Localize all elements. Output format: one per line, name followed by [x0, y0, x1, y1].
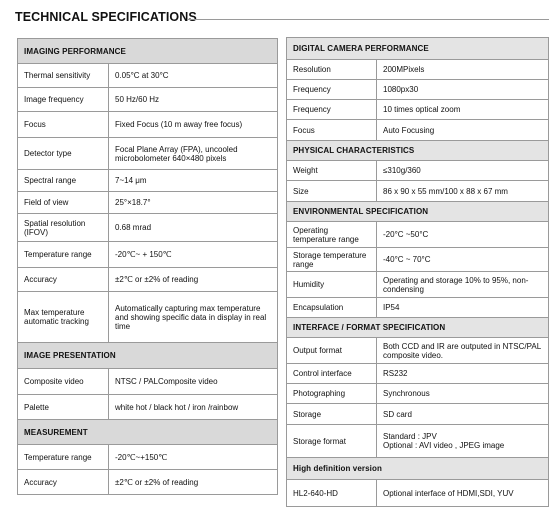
spec-label: HL2-640-HD [287, 480, 377, 507]
section-header-camera [287, 38, 549, 60]
spec-label: Humidity [287, 272, 377, 298]
table-row [18, 369, 278, 395]
section-header-measurement [18, 420, 278, 445]
spec-value: 0.68 mrad [109, 214, 278, 242]
spec-label: Palette [18, 395, 109, 420]
spec-value: IP54 [377, 298, 549, 318]
table-row [18, 445, 278, 470]
spec-value: Both CCD and IR are outputed in NTSC/PAL composite video. [377, 338, 549, 364]
table-row [287, 425, 549, 458]
spec-label: Field of view [18, 192, 109, 214]
spec-value: Operating and storage 10% to 95%, non-condensing [377, 272, 549, 298]
section-title: ENVIRONMENTAL SPECIFICATION [287, 202, 549, 222]
table-row [287, 364, 549, 384]
table-row [287, 100, 549, 120]
spec-value: RS232 [377, 364, 549, 384]
spec-value-line: Optional : AVI video , JPEG image [383, 441, 505, 450]
spec-label: Detector type [18, 138, 109, 170]
table-row [18, 395, 278, 420]
spec-label: Storage temperature range [287, 248, 377, 272]
spec-value: 10 times optical zoom [377, 100, 549, 120]
table-row [18, 88, 278, 112]
table-row [287, 298, 549, 318]
table-row [287, 222, 549, 248]
table-row [287, 480, 549, 507]
section-header-interface [287, 318, 549, 338]
spec-value: ±2℃ or ±2% of reading [109, 470, 278, 495]
spec-value: 25°×18.7° [109, 192, 278, 214]
spec-value: -20℃~+150℃ [109, 445, 278, 470]
spec-label: Size [287, 181, 377, 202]
spec-label: Photographing [287, 384, 377, 404]
spec-value: Automatically capturing max temperature and showing specific data in display in real time [109, 292, 278, 343]
spec-value: Fixed Focus (10 m away free focus) [109, 112, 278, 138]
spec-value: Synchronous [377, 384, 549, 404]
table-row [287, 181, 549, 202]
spec-label: Storage [287, 404, 377, 425]
spec-label: Accuracy [18, 470, 109, 495]
spec-label: Max temperature automatic tracking [18, 292, 109, 343]
section-title: DIGITAL CAMERA PERFORMANCE [287, 38, 549, 60]
spec-label: Spectral range [18, 170, 109, 192]
section-title: INTERFACE / FORMAT SPECIFICATION [287, 318, 549, 338]
spec-label: Composite video [18, 369, 109, 395]
section-title: IMAGING PERFORMANCE [18, 39, 278, 64]
table-row [18, 470, 278, 495]
spec-label: Focus [18, 112, 109, 138]
left-spec-table [17, 38, 278, 495]
spec-value: white hot / black hot / iron /rainbow [109, 395, 278, 420]
spec-value: -20℃~ + 150℃ [109, 242, 278, 268]
spec-label: Frequency [287, 80, 377, 100]
table-row [18, 112, 278, 138]
spec-label: Frequency [287, 100, 377, 120]
section-header-presentation [18, 343, 278, 369]
spec-value: 86 x 90 x 55 mm/100 x 88 x 67 mm [377, 181, 549, 202]
section-header-hd [287, 458, 549, 480]
table-row [287, 272, 549, 298]
table-row [18, 242, 278, 268]
spec-label: Resolution [287, 60, 377, 80]
spec-value-line: Standard : JPV [383, 432, 437, 441]
spec-value: Optional interface of HDMI,SDI, YUV [377, 480, 549, 507]
table-row [287, 384, 549, 404]
spec-label: Encapsulation [287, 298, 377, 318]
section-title: IMAGE PRESENTATION [18, 343, 278, 369]
spec-value: SD card [377, 404, 549, 425]
table-row [287, 338, 549, 364]
table-row [287, 404, 549, 425]
spec-label: Weight [287, 161, 377, 181]
spec-label: Spatial resolution (IFOV) [18, 214, 109, 242]
table-row [287, 161, 549, 181]
spec-label: Thermal sensitivity [18, 64, 109, 88]
spec-label: Control interface [287, 364, 377, 384]
table-row [287, 80, 549, 100]
table-row [18, 64, 278, 88]
section-title: MEASUREMENT [18, 420, 278, 445]
section-header-physical [287, 141, 549, 161]
spec-label: Output format [287, 338, 377, 364]
spec-label: Image frequency [18, 88, 109, 112]
spec-value: 7~14 μm [109, 170, 278, 192]
spec-value: 1080px30 [377, 80, 549, 100]
table-row [18, 170, 278, 192]
spec-value: 200MPixels [377, 60, 549, 80]
spec-value [377, 425, 549, 458]
spec-value: 0.05°C at 30°C [109, 64, 278, 88]
spec-label: Focus [287, 120, 377, 141]
spec-label: Temperature range [18, 445, 109, 470]
table-row [18, 268, 278, 292]
spec-value: Focal Plane Array (FPA), uncooled microbolometer 640×480 pixels [109, 138, 278, 170]
table-row [18, 214, 278, 242]
title-divider [188, 19, 549, 20]
spec-value: ±2℃ or ±2% of reading [109, 268, 278, 292]
spec-value: ≤310g/360 [377, 161, 549, 181]
page-title: TECHNICAL SPECIFICATIONS [15, 10, 197, 24]
table-row [18, 192, 278, 214]
spec-value: -20°C ~50°C [377, 222, 549, 248]
spec-value: NTSC / PALComposite video [109, 369, 278, 395]
table-row [287, 120, 549, 141]
spec-label: Accuracy [18, 268, 109, 292]
section-title: PHYSICAL CHARACTERISTICS [287, 141, 549, 161]
table-row [18, 292, 278, 343]
spec-label: Storage format [287, 425, 377, 458]
spec-value: -40°C ~ 70°C [377, 248, 549, 272]
spec-value: Auto Focusing [377, 120, 549, 141]
spec-label: Operating temperature range [287, 222, 377, 248]
table-row [18, 138, 278, 170]
section-header-imaging [18, 39, 278, 64]
spec-label: Temperature range [18, 242, 109, 268]
spec-value: 50 Hz/60 Hz [109, 88, 278, 112]
section-header-environmental [287, 202, 549, 222]
table-row [287, 60, 549, 80]
right-spec-table [286, 37, 549, 507]
table-row [287, 248, 549, 272]
section-title: High definition version [287, 458, 549, 480]
